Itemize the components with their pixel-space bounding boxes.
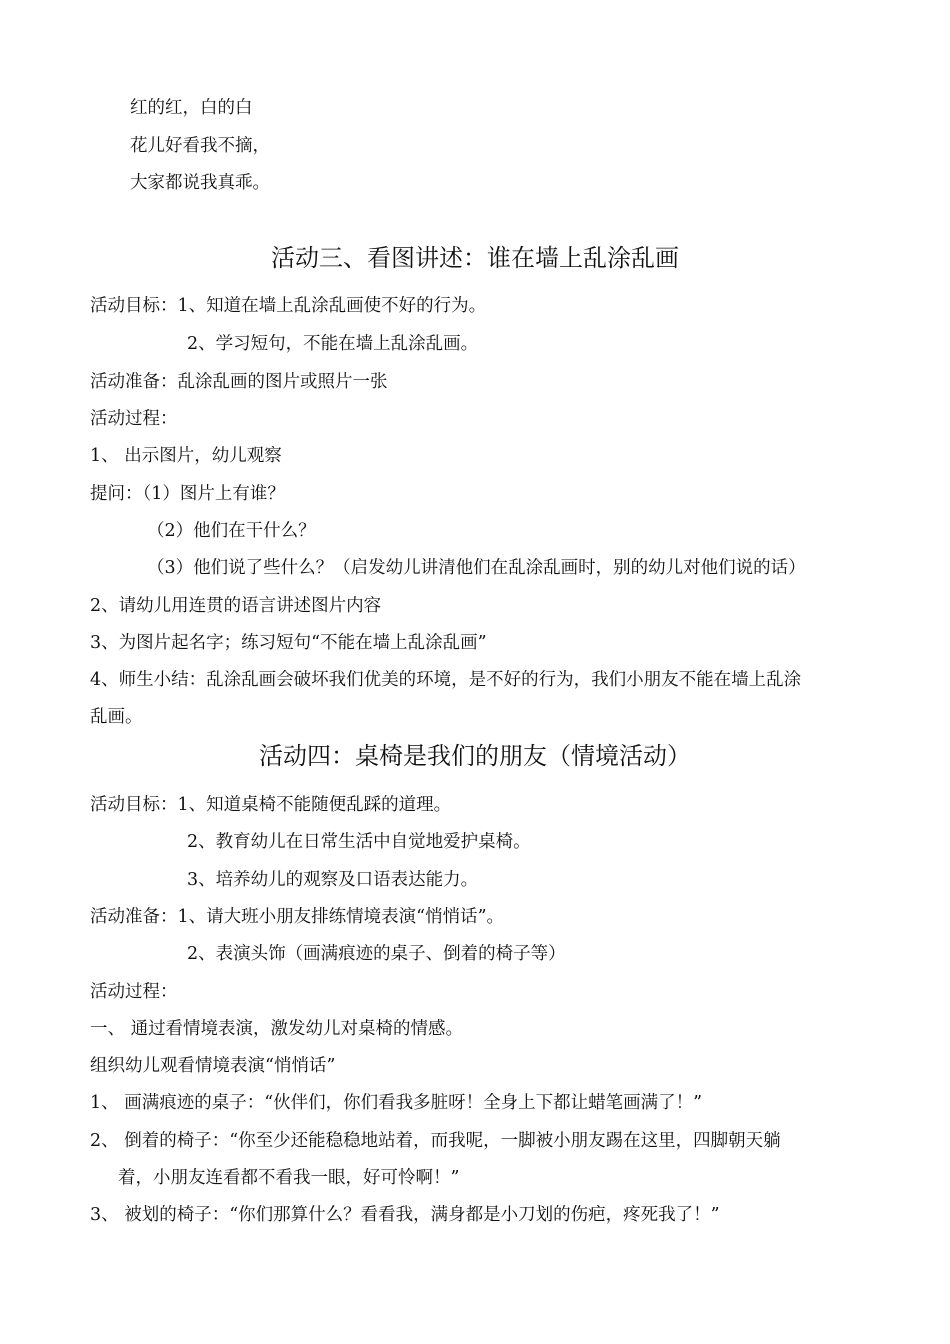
activity3-preparation: 活动准备：乱涂乱画的图片或照片一张 <box>90 372 388 392</box>
activity3-goal-2: 2、学习短句，不能在墙上乱涂乱画。 <box>187 334 479 354</box>
activity3-step-3: 3、为图片起名字；练习短句“不能在墙上乱涂乱画” <box>90 633 487 653</box>
activity4-role-1: 1、 画满痕迹的桌子：“伙伴们，你们看我多脏呀！全身上下都让蜡笔画满了！” <box>90 1093 703 1113</box>
activity3-step-4-continued: 乱画。 <box>90 707 143 727</box>
activity3-question-2: （2）他们在干什么？ <box>147 521 316 541</box>
activity4-goal-2: 2、教育幼儿在日常生活中自觉地爱护桌椅。 <box>187 832 531 852</box>
activity3-step-2: 2、请幼儿用连贯的语言讲述图片内容 <box>90 596 382 616</box>
activity4-preparation-2: 2、表演头饰（画满痕迹的桌子、倒着的椅子等） <box>187 944 566 964</box>
activity4-role-2-continued: 着，小朋友连看都不看我一眼，好可怜啊！” <box>118 1168 460 1188</box>
activity3-goal-1: 活动目标：1、知道在墙上乱涂乱画使不好的行为。 <box>90 296 487 316</box>
activity3-question-3: （3）他们说了些什么？（启发幼儿讲清他们在乱涂乱画时，别的幼儿对他们说的话） <box>147 558 806 578</box>
activity3-process-heading: 活动过程： <box>90 409 178 429</box>
activity3-step-1: 1、 出示图片，幼儿观察 <box>90 446 282 466</box>
activity4-preparation-1: 活动准备：1、请大班小朋友排练情境表演“悄悄话”。 <box>90 907 505 927</box>
activity4-goal-3: 3、培养幼儿的观察及口语表达能力。 <box>187 870 479 890</box>
poem-line-1: 红的红，白的白 <box>130 98 253 118</box>
activity3-title: 活动三、看图讲述：谁在墙上乱涂乱画 <box>271 244 679 272</box>
activity4-organize: 组织幼儿观看情境表演“悄悄话” <box>90 1056 336 1076</box>
activity4-goal-1: 活动目标：1、知道桌椅不能随便乱踩的道理。 <box>90 795 452 815</box>
activity4-process-heading: 活动过程： <box>90 982 178 1002</box>
activity4-role-3: 3、 被划的椅子：“你们那算什么？看看我，满身都是小刀划的伤疤，疼死我了！” <box>90 1205 720 1225</box>
activity3-step-4: 4、师生小结：乱涂乱画会破坏我们优美的环境，是不好的行为，我们小朋友不能在墙上乱涂 <box>90 670 802 690</box>
activity3-question-1: 提问：（1）图片上有谁？ <box>90 484 285 504</box>
poem-line-2: 花儿好看我不摘， <box>130 136 270 156</box>
activity4-part-1: 一、 通过看情境表演，激发幼儿对桌椅的情感。 <box>90 1019 464 1039</box>
activity4-role-2: 2、 倒着的椅子：“你至少还能稳稳地站着，而我呢，一脚被小朋友踢在这里，四脚朝天躺 <box>90 1131 781 1151</box>
poem-line-3: 大家都说我真乖。 <box>130 173 270 193</box>
activity4-title: 活动四：桌椅是我们的朋友（情境活动） <box>259 742 691 770</box>
